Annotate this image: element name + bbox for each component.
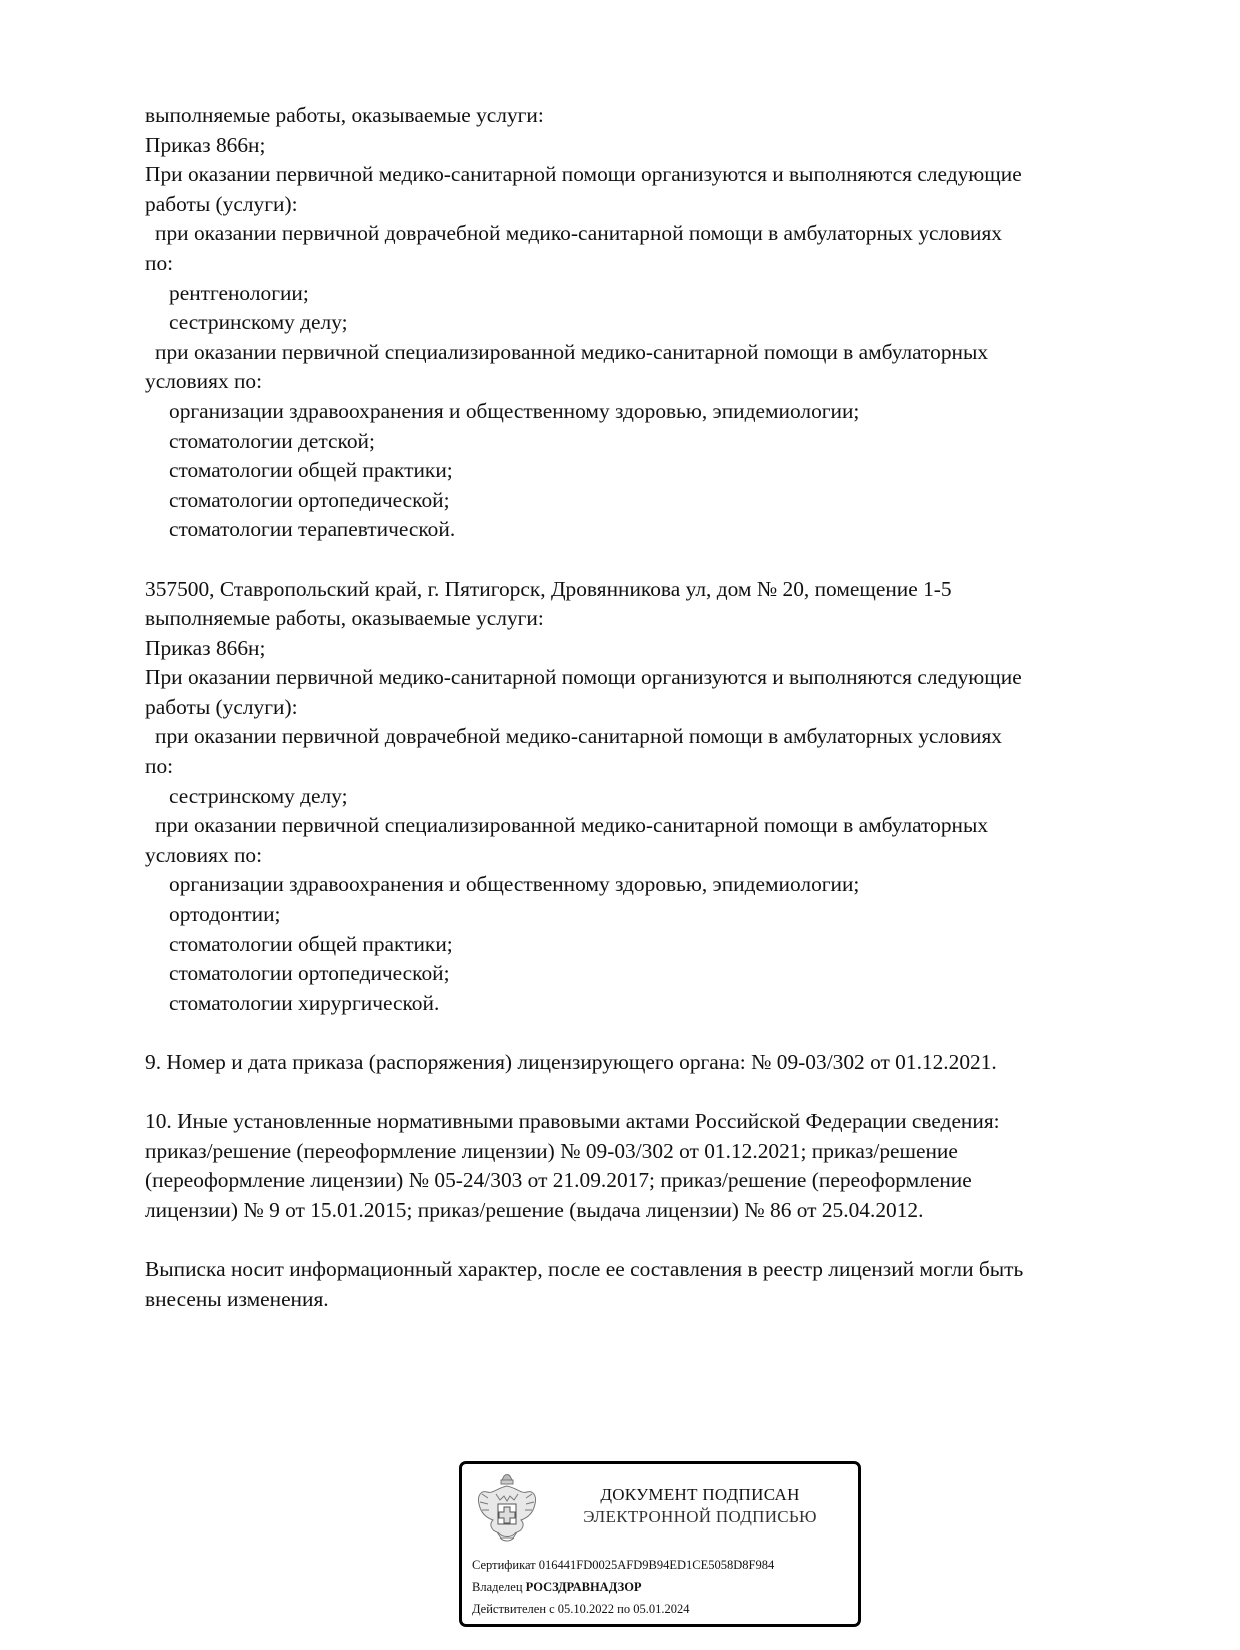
text-line: 357500, Ставропольский край, г. Пятигорск, Дровянникова ул, дом № 20, помещение 1-5 — [145, 576, 952, 601]
blank-line — [145, 1018, 1155, 1048]
owner-value: РОСЗДРАВНАДЗОР — [525, 1580, 642, 1594]
text-line: (переоформление лицензии) № 05-24/303 от 21.09.2017; приказ/решение (переоформление — [145, 1168, 972, 1193]
text-line: условиях по: — [145, 842, 263, 867]
text-line: 10. Иные установленные нормативными правовыми актами Российской Федерации сведения: — [145, 1109, 1000, 1134]
text-line: организации здравоохранения и общественному здоровью, эпидемиологии; — [169, 872, 860, 897]
text-line: Приказ 866н; — [145, 635, 266, 660]
text-line: при оказании первичной специализированной медико-санитарной помощи в амбулаторных — [155, 339, 989, 364]
text-line: стоматологии детской; — [169, 428, 375, 453]
stamp-info — [472, 1554, 774, 1620]
stamp-title — [550, 1484, 850, 1528]
text-line: выполняемые работы, оказываемые услуги: — [145, 606, 544, 631]
stamp-title-line1: ДОКУМЕНТ ПОДПИСАН — [600, 1485, 800, 1504]
text-line: стоматологии ортопедической; — [169, 961, 450, 986]
text-line: при оказании первичной доврачебной медико-санитарной помощи в амбулаторных условиях — [155, 724, 1002, 749]
text-line: 9. Номер и дата приказа (распоряжения) лицензирующего органа: № 09-03/302 от 01.12.2021. — [145, 1050, 997, 1074]
certificate-label: Сертификат — [472, 1558, 536, 1572]
blank-line — [145, 1078, 1155, 1108]
text-line: при оказании первичной специализированной медико-санитарной помощи в амбулаторных — [155, 813, 989, 838]
text-line: выполняемые работы, оказываемые услуги: — [145, 103, 544, 127]
coat-of-arms-icon — [474, 1472, 540, 1548]
blank-line — [145, 545, 1155, 575]
text-line: по: — [145, 754, 174, 779]
text-line: При оказании первичной медико-санитарной помощи организуются и выполняются следующие — [145, 162, 1022, 187]
text-line: сестринскому делу; — [169, 310, 348, 335]
text-line: работы (услуги): — [145, 694, 298, 719]
text-line: рентгенологии; — [169, 280, 309, 305]
text-line: стоматологии общей практики; — [169, 931, 453, 956]
text-line: лицензии) № 9 от 15.01.2015; приказ/решение (выдача лицензии) № 86 от 25.04.2012. — [145, 1197, 924, 1222]
electronic-signature-stamp — [459, 1461, 861, 1627]
text-line: по: — [145, 250, 174, 275]
blank-line — [145, 1226, 1155, 1256]
certificate-value: 016441FD0025AFD9B94ED1CE5058D8F984 — [538, 1558, 775, 1572]
stamp-title-line2: ЭЛЕКТРОННОЙ ПОДПИСЬЮ — [583, 1507, 817, 1526]
text-line: Выписка носит информационный характер, после ее составления в реестр лицензий могли быть — [145, 1257, 1024, 1282]
text-line: При оказании первичной медико-санитарной помощи организуются и выполняются следующие — [145, 665, 1022, 690]
text-line: стоматологии хирургической. — [169, 990, 440, 1015]
text-line: Приказ 866н; — [145, 132, 266, 157]
text-line: стоматологии общей практики; — [169, 458, 453, 483]
owner-row — [472, 1576, 774, 1598]
text-line: сестринскому делу; — [169, 783, 348, 808]
document-body — [145, 101, 1155, 1314]
text-line: при оказании первичной доврачебной медико-санитарной помощи в амбулаторных условиях — [155, 221, 1002, 246]
certificate-row — [472, 1554, 774, 1576]
text-line: стоматологии ортопедической; — [169, 487, 450, 512]
text-line: приказ/решение (переоформление лицензии) № 09-03/302 от 01.12.2021; приказ/решение — [145, 1138, 958, 1163]
text-line: ортодонтии; — [169, 902, 281, 927]
text-line: внесены изменения. — [145, 1286, 329, 1311]
owner-label: Владелец — [472, 1580, 523, 1594]
validity-row: Действителен с 05.10.2022 по 05.01.2024 — [472, 1602, 690, 1616]
text-line: условиях по: — [145, 369, 263, 394]
text-line: организации здравоохранения и общественному здоровью, эпидемиологии; — [169, 398, 860, 423]
text-line: стоматологии терапевтической. — [169, 517, 456, 542]
text-line: работы (услуги): — [145, 191, 298, 216]
